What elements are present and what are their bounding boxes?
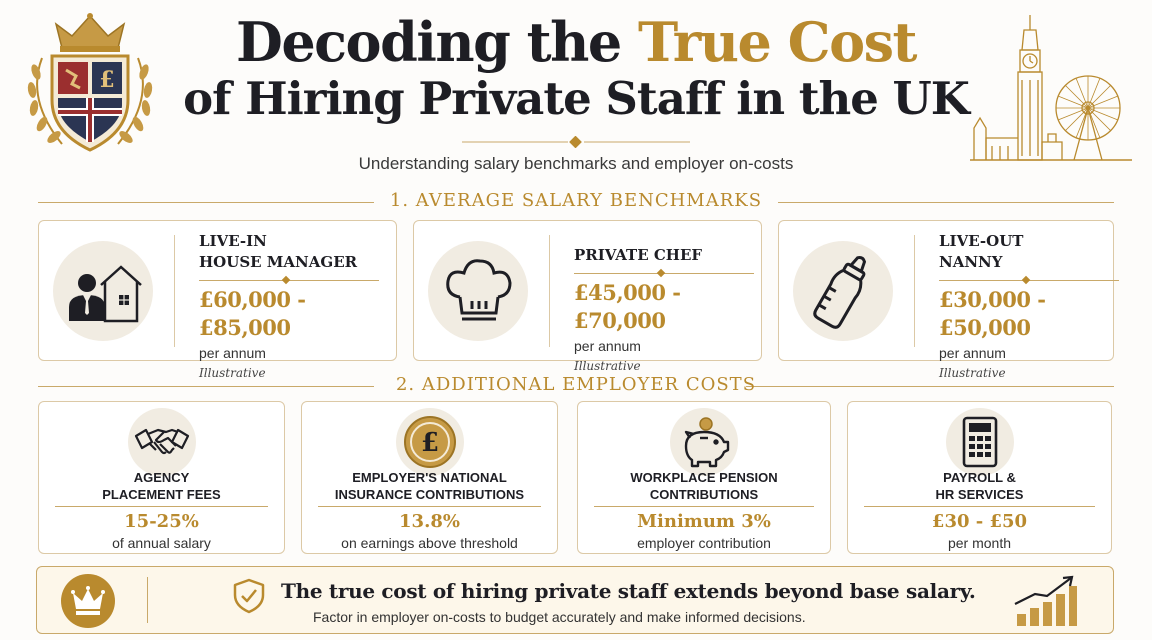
london-skyline-icon [970, 10, 1132, 165]
handshake-icon-circle [128, 408, 196, 476]
calculator-icon-circle [946, 408, 1014, 476]
salary-card-nanny [778, 220, 1114, 380]
crown-badge [61, 574, 115, 628]
role-title-line-1: PRIVATE CHEF [574, 246, 703, 264]
page-subtitle: Understanding salary benchmarks and employer on-costs [358, 154, 794, 173]
salary-period: per annum [574, 338, 641, 354]
salary-benchmarks-heading-text: 1. AVERAGE SALARY BENCHMARKS [389, 190, 763, 211]
salary-card-house-manager [38, 220, 397, 380]
role-title [199, 231, 379, 273]
salary-period: per annum [939, 345, 1006, 361]
role-title [939, 231, 1119, 273]
cost-label-line-1: PAYROLL & [943, 470, 1016, 485]
banner-subline: Factor in employer on-costs to budget accurately and make informed decisions. [313, 609, 806, 625]
title-divider [462, 136, 690, 148]
cost-label-line-2: CONTRIBUTIONS [649, 487, 759, 502]
page-title-line-2: of Hiring Private Staff in the UK [183, 72, 969, 125]
cost-label-line-2: PLACEMENT FEES [102, 487, 221, 502]
role-title-line-1: LIVE-OUT [939, 232, 1024, 250]
cost-value: 13.8% [399, 511, 460, 532]
house-manager-icon-circle [53, 241, 153, 341]
role-title [574, 245, 754, 266]
crest-pound-symbol: £ [99, 67, 115, 93]
chef-hat-icon [438, 251, 518, 331]
shield-check-icon [233, 578, 265, 614]
cost-description: on earnings above threshold [341, 535, 518, 551]
banner-headline: The true cost of hiring private staff extends beyond base salary. [281, 579, 976, 603]
cost-label-line-2: INSURANCE CONTRIBUTIONS [334, 487, 525, 502]
cost-card-national-insurance [301, 401, 558, 554]
salary-card-private-chef [413, 220, 762, 373]
summary-banner [36, 566, 1114, 634]
salary-benchmarks-heading [38, 190, 1114, 214]
baby-bottle-icon-circle [793, 241, 893, 341]
pound-coin-icon-circle [396, 408, 464, 476]
cost-label [578, 469, 830, 503]
piggy-bank-icon-circle [670, 408, 738, 476]
cost-label-line-1: WORKPLACE PENSION [630, 470, 778, 485]
cost-label-line-1: AGENCY [133, 470, 190, 485]
title-highlight: True Cost [638, 10, 916, 74]
salary-note: Illustrative [574, 359, 641, 373]
cost-description: of annual salary [112, 535, 211, 551]
salary-period: per annum [199, 345, 266, 361]
cost-description: per month [947, 535, 1012, 551]
growth-chart-icon [1013, 574, 1079, 628]
cost-label [302, 469, 557, 503]
cost-card-payroll-hr [847, 401, 1112, 554]
cost-label [848, 469, 1111, 503]
cost-label [39, 469, 284, 503]
cost-card-agency-fees [38, 401, 285, 554]
salary-amount: £45,000 - £70,000 [574, 280, 681, 333]
cost-card-workplace-pension [577, 401, 831, 554]
salary-amount: £60,000 - £85,000 [199, 287, 306, 340]
cost-label-line-1: EMPLOYER'S NATIONAL [352, 470, 507, 485]
svg-text:£: £ [420, 428, 439, 458]
salary-amount: £30,000 - £50,000 [939, 287, 1046, 340]
piggy-bank-icon [676, 414, 732, 470]
cost-description: employer contribution [637, 535, 771, 551]
cost-value: 15-25% [124, 511, 199, 532]
salary-note: Illustrative [939, 366, 1006, 380]
house-manager-icon [63, 251, 143, 331]
cost-value: £30 - £50 [931, 511, 1028, 532]
role-title-line-2: NANNY [939, 253, 1003, 271]
pound-coin-icon [402, 414, 458, 470]
employer-costs-heading-text: 2. ADDITIONAL EMPLOYER COSTS [395, 374, 757, 395]
cost-value: Minimum 3% [637, 511, 771, 532]
handshake-icon [134, 414, 190, 470]
role-title-line-2: HOUSE MANAGER [199, 253, 358, 271]
employer-costs-heading [38, 374, 1114, 398]
calculator-icon [952, 414, 1008, 470]
crown-icon [70, 583, 106, 619]
title-part-1: Decoding the [235, 10, 639, 74]
baby-bottle-icon [803, 251, 883, 331]
salary-note: Illustrative [199, 366, 266, 380]
chef-hat-icon-circle [428, 241, 528, 341]
cost-label-line-2: HR SERVICES [935, 487, 1024, 502]
role-title-line-1: LIVE-IN [199, 232, 267, 250]
